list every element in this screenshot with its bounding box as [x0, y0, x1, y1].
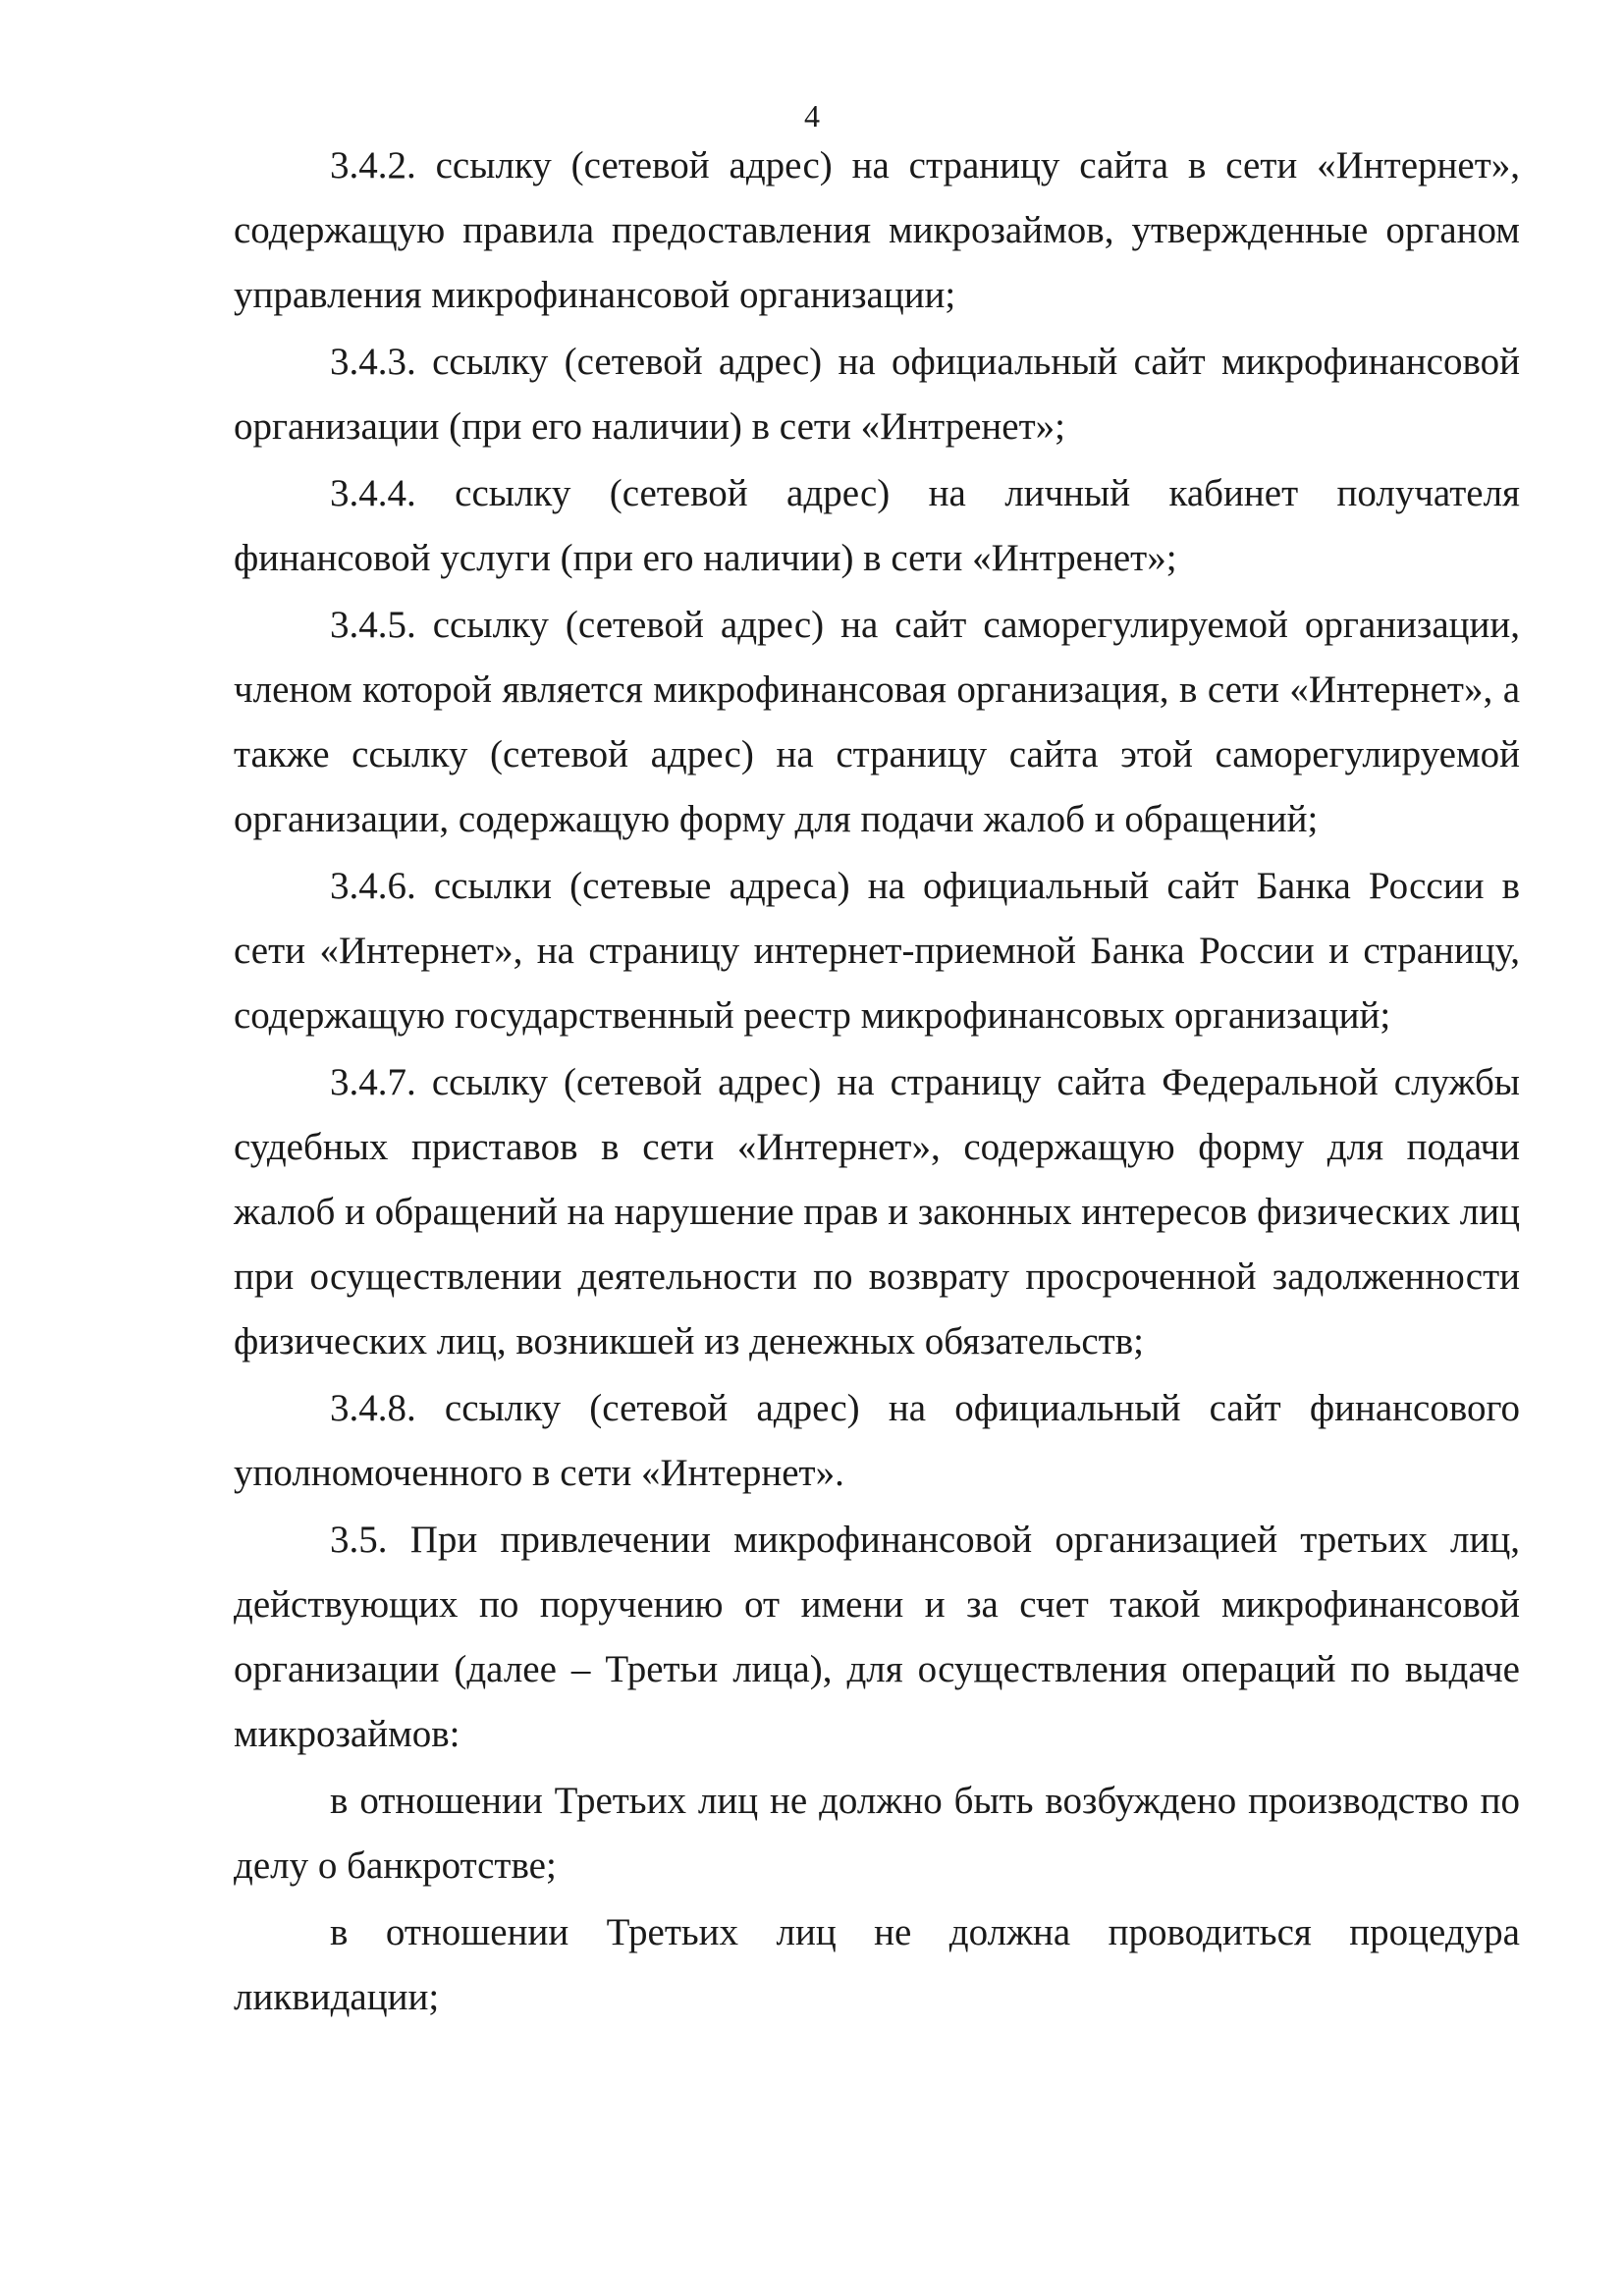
document-body — [234, 133, 1520, 2032]
paragraph-3-5: 3.5. При привлечении микрофинансовой организацией третьих лиц, действующих по поручению от имени и за счет такой микрофинансовой организации (далее – Третьи лица), для осуществления операций по выдаче микрозаймов: — [234, 1519, 1520, 1755]
paragraph-3-4-2: 3.4.2. ссылку (сетевой адрес) на страницу сайта в сети «Интернет», содержащую правила предоставления микрозаймов, утвержденные органом управления микрофинансовой организации; — [234, 144, 1520, 316]
paragraph-3-4-3: 3.4.3. ссылку (сетевой адрес) на официальный сайт микрофинансовой организации (при его наличии) в сети «Интренет»; — [234, 341, 1520, 448]
paragraph-3-4-7: 3.4.7. ссылку (сетевой адрес) на страницу сайта Федеральной службы судебных приставов в сети «Интернет», содержащую форму для подачи жалоб и обращений на нарушение прав и законных интересов физических лиц при осуществлении деятельности по возврату просроченной задолженности физических лиц, возникшей из денежных обязательств; — [234, 1061, 1520, 1362]
paragraph-liquidation-condition: в отношении Третьих лиц не должна проводиться процедура ликвидации; — [234, 1911, 1520, 2018]
paragraph-3-4-8: 3.4.8. ссылку (сетевой адрес) на официальный сайт финансового уполномоченного в сети «Интернет». — [234, 1387, 1520, 1494]
paragraph-3-4-4: 3.4.4. ссылку (сетевой адрес) на личный кабинет получателя финансовой услуги (при его наличии) в сети «Интренет»; — [234, 472, 1520, 579]
paragraph-bankruptcy-condition: в отношении Третьих лиц не должно быть возбуждено производство по делу о банкротстве; — [234, 1780, 1520, 1887]
paragraph-3-4-5: 3.4.5. ссылку (сетевой адрес) на сайт саморегулируемой организации, членом которой является микрофинансовая организация, в сети «Интернет», а также ссылку (сетевой адрес) на страницу сайта этой саморегулируемой организации, содержащую форму для подачи жалоб и обращений; — [234, 604, 1520, 840]
page-number: 4 — [804, 98, 820, 133]
paragraph-3-4-6: 3.4.6. ссылки (сетевые адреса) на официальный сайт Банка России в сети «Интернет», на страницу интернет-приемной Банка России и страницу, содержащую государственный реестр микрофинансовых организаций; — [234, 865, 1520, 1037]
